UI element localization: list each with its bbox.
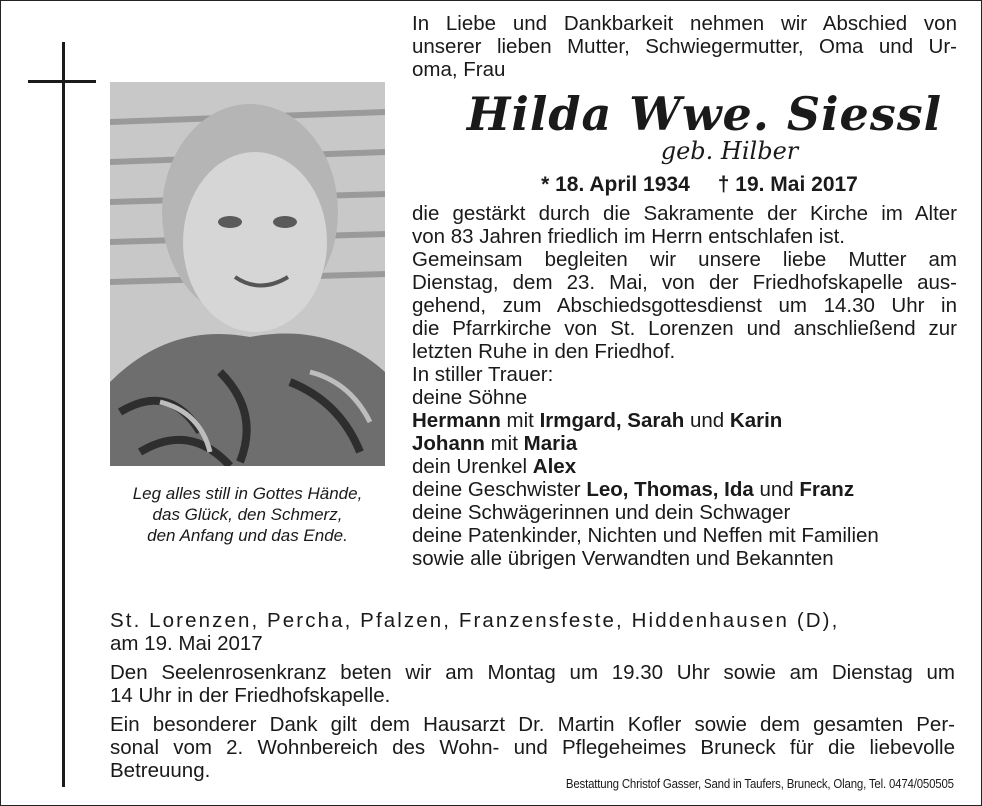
place-date: am 19. Mai 2017 xyxy=(110,632,263,655)
mourner-line xyxy=(412,478,957,501)
thanks-line: sonal vom 2. Wohnbereich des Wohn- und Pflegeheimes Bruneck für die liebevolle xyxy=(110,736,955,759)
thanks-text xyxy=(110,713,955,782)
mourner-line: deine Patenkinder, Nichten und Neffen mit Familien xyxy=(412,524,879,547)
places-line: St. Lorenzen, Percha, Pfalzen, Franzensfeste, Hiddenhausen (D), xyxy=(110,609,840,632)
intro-line: oma, Frau xyxy=(412,58,506,81)
mourner-label: deine Geschwister xyxy=(412,478,587,501)
mourner-name: Irmgard, Sarah xyxy=(539,409,685,432)
birth-name: geb. Hilber xyxy=(660,137,799,165)
mourners-heading: In stiller Trauer: xyxy=(412,363,554,386)
notice-footer-text xyxy=(110,609,955,782)
mourner-line xyxy=(412,432,957,455)
undertaker-credit: Bestattung Christof Gasser, Sand in Taufers, Bruneck, Olang, Tel. 0474/050505 xyxy=(566,776,954,791)
mourner-name: Karin xyxy=(729,409,783,432)
rosary-line: 14 Uhr in der Friedhofskapelle. xyxy=(110,684,391,707)
intro-text xyxy=(412,12,957,81)
poem-caption xyxy=(100,483,395,546)
body-line: Gemeinsam begleiten wir unsere liebe Mutter am xyxy=(412,248,957,271)
mourner-label: dein Urenkel xyxy=(412,455,533,478)
caption-line: Leg alles still in Gottes Hände, xyxy=(132,484,363,503)
mourners-list xyxy=(412,363,957,570)
mourner-line xyxy=(412,409,957,432)
mourner-name: Alex xyxy=(532,455,577,478)
mourner-name: Leo, Thomas, Ida xyxy=(586,478,754,501)
caption-line: den Anfang und das Ende. xyxy=(147,526,348,545)
mourner-name: Hermann xyxy=(412,409,501,432)
life-dates xyxy=(412,170,957,200)
notice-main-text xyxy=(412,12,957,570)
mourner-connector: mit xyxy=(500,409,540,432)
caption-line: das Glück, den Schmerz, xyxy=(152,505,343,524)
rosary-text xyxy=(110,661,955,707)
mourner-connector: und xyxy=(753,478,800,501)
mourner-name: Franz xyxy=(799,478,855,501)
rosary-line: Den Seelenrosenkranz beten wir am Montag um 19.30 Uhr sowie am Dienstag um xyxy=(110,661,955,684)
mourner-name: Maria xyxy=(523,432,578,455)
mourner-line xyxy=(412,455,957,478)
funeral-text xyxy=(412,202,957,363)
mourner-line: deine Schwägerinnen und dein Schwager xyxy=(412,501,791,524)
body-line: die Pfarrkirche von St. Lorenzen und anschließend zur xyxy=(412,317,957,340)
deceased-name: Hilda Wwe. Siessl xyxy=(466,87,943,141)
thanks-line: Betreuung. xyxy=(110,759,211,782)
thanks-line: Ein besonderer Dank gilt dem Hausarzt Dr. Martin Kofler sowie dem gesamten Per- xyxy=(110,713,955,736)
mourner-connector: und xyxy=(684,409,730,432)
body-line: gehend, zum Abschiedsgottesdienst um 14.30 Uhr in xyxy=(412,294,957,317)
sons-label: deine Söhne xyxy=(412,386,528,409)
cross-icon xyxy=(62,42,65,787)
body-line: Dienstag, dem 23. Mai, von der Friedhofskapelle aus- xyxy=(412,271,957,294)
mourner-line: sowie alle übrigen Verwandten und Bekannten xyxy=(412,547,834,570)
mourner-name: Johann xyxy=(412,432,485,455)
cross-icon-bar xyxy=(28,80,96,83)
intro-line: unserer lieben Mutter, Schwiegermutter, Oma und Ur- xyxy=(412,35,957,58)
mourner-connector: mit xyxy=(484,432,524,455)
body-line: von 83 Jahren friedlich im Herrn entschlafen ist. xyxy=(412,225,845,248)
death-date: † 19. Mai 2017 xyxy=(717,173,858,196)
portrait-photo xyxy=(110,82,385,466)
intro-line: In Liebe und Dankbarkeit nehmen wir Abschied von xyxy=(412,12,957,35)
body-line: letzten Ruhe in den Friedhof. xyxy=(412,340,676,363)
body-line: die gestärkt durch die Sakramente der Kirche im Alter xyxy=(412,202,957,225)
birth-date: * 18. April 1934 xyxy=(541,173,690,196)
